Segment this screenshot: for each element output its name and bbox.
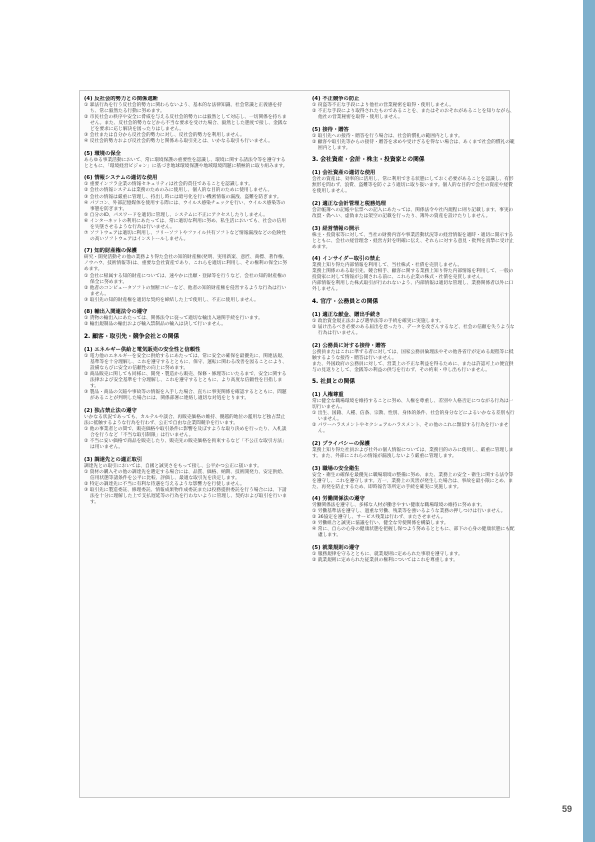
section-heading: (1) 会社資産の適切な使用 xyxy=(312,170,376,177)
chapter-heading: 3. 会社資産・会計・株主・投資家との関係 xyxy=(312,157,425,164)
list-item: ② 不正な手段により取得されたものであることを、またはそのおそれがあることを知りながら、他社の営業秘密を取得・使用しません。 xyxy=(312,109,515,121)
section xyxy=(312,299,516,307)
list-item: ③ 会社の情報は厳重に管理し、持出し時には暗号化を行い機密情報の漏洩、盗難を防ぎます。 xyxy=(84,194,282,200)
list-item: ⑦ ソフトウェアは適切に利用し、フリーソフトやファイル共有ソフトなど情報漏洩などの危険性の高いソフトウェアはインストールしません。 xyxy=(84,230,286,242)
section xyxy=(312,343,516,374)
body-paragraph: 業務上知り得た内部情報を利用して、当社株式・社債を売買しません。 xyxy=(312,263,463,269)
list-item: ③ 製品・商品の欠陥や事故等の情報を入手した場合、直ちに事実関係を確認するとともに、問題があることが判明した場合には、関係部署に連絡し適切な対処をとります。 xyxy=(84,390,287,402)
section-heading: (6) 情報システムの適切な使用 xyxy=(84,175,158,182)
section-heading: (3) 調達先との適正取引 xyxy=(84,456,143,463)
chapter-heading: 4. 官庁・公務員との関係 xyxy=(312,298,379,305)
body-paragraph: 会計帳簿への記帳や伝票への記入にあたっては、関係法令や社内規程に則り記載します。事実の改竄・偽へい、虚偽または架空の記載を行ったり、簿外の資産を設けたりしません。 xyxy=(312,207,514,219)
section xyxy=(312,170,516,195)
list-item: ② 会社の情報システムは業務のためのみに使用し、個人的な目的のために使用しません。 xyxy=(84,188,273,194)
list-item: ② 輸出規制品の輸出および輸入禁制品の輸入は決して行いません。 xyxy=(84,322,226,328)
list-item: ① 重要インフラ企業の情報セキュリティは社会的責任であることを認識します。 xyxy=(84,182,253,188)
right-column xyxy=(312,96,516,570)
body-paragraph: 株主・投資家等に対して、当社の財務内容や事業活動状況等の経営情報を適時・適切に開示するとともに、会社の経営理念・経営方針を明確に伝え、それらに対する意見・批判を真摯に受け止めます。 xyxy=(312,232,514,250)
list-item: ③ 労働組合と誠実に協議を行い、健全な労使関係を構築します。 xyxy=(312,521,449,527)
list-item: ④ 反社会的勢力および反社会的勢力と関係ある取引先とは、いかなる取引も行いません。 xyxy=(84,139,273,145)
section-heading: (2) 適正な会計管理と税務処理 xyxy=(312,200,386,207)
section-heading: (3) 職場の安全衛生 xyxy=(312,465,360,472)
section-heading: (4) 反社会的勢力との関係遮断 xyxy=(84,96,158,102)
list-item: ② 就業規則に定められた従業員の権利についてはこれを尊重します。 xyxy=(312,558,458,564)
list-item: ③ 会社または自分から反社会的勢力に対し、反社会的勢力を利用しません。 xyxy=(84,133,245,139)
section xyxy=(312,466,516,491)
section xyxy=(84,175,288,242)
list-item: ② 市民社会の秩序や安全に脅威を与える反社会的勢力には毅然として対応し、一切関係を持ちません。また、反社会的勢力などから不当な要求を受けた場合、毅然とした態度で接し、金銭などを要求に応じ解決を図ったりはしません。 xyxy=(84,115,288,133)
section xyxy=(84,334,288,342)
section xyxy=(312,157,516,165)
section xyxy=(312,96,516,121)
page-number: 59 xyxy=(562,804,573,814)
section-heading: (2) 独占禁止法の遵守 xyxy=(84,407,137,414)
section-heading: (5) 就業規則の遵守 xyxy=(312,545,360,552)
list-item: ② パワーハラスメントやセクシュアルハラスメント、その他のこれに類似する行為を行いません。 xyxy=(312,423,509,435)
section-heading: (2) プライバシーの保護 xyxy=(312,441,370,447)
section-heading: (1) エネルギー供給と電気販売の安全性と信頼性 xyxy=(84,346,201,353)
list-item: ① 取引先への接待・贈答を行う場合は、社会的慣礼の範囲内とします。 xyxy=(312,133,463,139)
section-heading: (4) 不正競争の防止 xyxy=(312,96,360,102)
chapter-heading: 5. 社員との関係 xyxy=(312,379,356,386)
chapter-heading: 2. 顧客・取引先・競争会社との関係 xyxy=(84,333,180,340)
body-paragraph: 業務上知り得た社員および社外の個人情報については、業務目的のみに使用し、厳重に管理します。また、外部にこれらの情報が漏洩しないよう厳重に管理します。 xyxy=(312,448,514,460)
section xyxy=(312,545,516,564)
list-item: ③ 取引先に製造委託、修理委託、情報成果物作成委託または役務提供委託を行う場合には、下請法を十分に理解した上で支払遅延等の行為を行わないように管理し、契約および取引を行います。 xyxy=(84,487,287,505)
list-item: ② 届け出るべき必要のある届出を怠ったり、データを改ざんするなど、社会の信頼を失うような行為は行いません。 xyxy=(312,324,515,336)
list-item: ② 不当に安い価格で商品を販売したり、販売先の販売価格を拘束するなど「不公正な取引方法」は用いません。 xyxy=(84,438,287,450)
body-paragraph: いかなる状況であっても、カルテルや談合、再販売価格の維持、優越的地位の濫用など独占禁止法に抵触するような行為を行わず、公正で自由な企業間競争を行います。 xyxy=(84,414,286,426)
list-item: ① 会社に帰属する知的財産については、速やかに出願・登録等を行うなど、会社の知的財産権の保全に努めます。 xyxy=(84,273,287,285)
body-paragraph: あらゆる事業活動において、常に環境保護の重要性を認識し、環境に関する諸法令等を遵守するとともに、「環境経営ビジョン」に基づき地球環境保護や地域環境問題に積極的に取り組みます。 xyxy=(84,157,288,169)
list-item: ⑥ インターネットの利用にあたっては、常に適切な利用に努め、私生活においても、社会の信用を失墜させるような行為は行いません。 xyxy=(84,218,286,230)
list-item: ① 労働基準法を遵守し、過重な労働、残業等を強いるような業務の押しつけは行いません。 xyxy=(312,509,506,515)
body-paragraph: 業務上関係のある取引先、競合相手、顧客に関する業務上知り得た内部情報を利用して、一般の投資家に対して情報が公開される前に、これら企業の株式・社債を売買しません。 xyxy=(312,269,514,281)
section xyxy=(84,248,288,303)
list-item: ② 商品販売に関しても同様に、開発・製造から販売、保修・修理等にいたるまで、安全に関する法律および安全基準を十分理解し、これを遵守するとともに、より高度な信頼性を目指します。 xyxy=(84,372,287,390)
list-item: ① 貨物の輸出入にあたっては、関係法令に従って適切な輸出入通関手続を行います。 xyxy=(84,316,263,322)
section-heading: (7) 知的財産権の保護 xyxy=(84,248,137,255)
body-paragraph: 常に健全な職場環境を維持することに努め、人権を尊重し、差別や人格否定につながる行為は一切行いません。 xyxy=(312,399,514,411)
section-heading: (1) 人権尊重 xyxy=(312,392,344,399)
body-paragraph: 労働関係法を遵守し、多様な人材が働きやすい健康な職場環境の維持に努めます。 xyxy=(312,503,486,509)
body-paragraph: また、外国政府の公務員に対して、営業上の不正な利益を得るために、または許認可上の便宜供与の見返りとして、金銭等の利益の供与を行わず、その約束・申し出も行いません。 xyxy=(312,361,514,373)
section-heading: (4) インサイダー取引の禁止 xyxy=(312,256,381,263)
section xyxy=(312,226,516,251)
section-heading: (5) 環境の保全 xyxy=(84,150,121,157)
section-heading: (1) 適正な献金、贈出手続き xyxy=(312,311,381,318)
list-item: ① 政治資金規正法および選挙法等の手続を確実に実施します。 xyxy=(312,318,444,324)
list-item: ⑤ 自分のID、パスワードを適切に管理し、システムに不正にアクセスしたりしません。 xyxy=(84,212,268,218)
section xyxy=(84,347,288,402)
list-item: ② 他者のコンピュータソフトの無断コピーなど、他者の知的財産権を侵害するような行為は行いません。 xyxy=(84,285,287,297)
section xyxy=(84,408,288,451)
section xyxy=(312,496,516,539)
section xyxy=(312,392,516,435)
list-item: ② 顧客や取引先等からの接待・贈答を求めや受けざるを得ない場合は、あくまで社会的慣礼の範囲内とします。 xyxy=(312,139,515,151)
section-heading: (8) 輸出入関連法令の遵守 xyxy=(84,309,148,316)
section xyxy=(312,312,516,337)
section xyxy=(84,96,288,145)
list-item: ④ 常に、自らの心身の健康状態を把握し保つよう努めるとともに、部下の心身の健康状態にも配慮します。 xyxy=(312,527,515,539)
body-paragraph: 研究・開発活動その他の業務より得た会社の知的財産権(発明、実用新案、意匠、商標、著作権、ノウハウ、技術情報等)は、重要な会社資産であり、これらを適切に利用し、その権利の保全に努めます。 xyxy=(84,255,288,273)
list-item: ① 他の事業者との間で、販売価格や取引条件に影響を及ぼすような取り決めを行ったり、入札談合を行うなど「不当な取引制限」は行いません。 xyxy=(84,426,287,438)
body-paragraph: 安全・衛生の確保を最優先に職場環境の整備に努め、また、業務上の安全・衛生に関する法令等を遵守し、これを遵守します。万一、業務上の災害が発生した場合は、事故を最小限にとめ、また、再発を防止するため、即時報告等所定の手続を確実に実施します。 xyxy=(312,472,514,490)
list-item: ① 暴法行為を行う反社会的勢力に関わらないよう、基本的な法律知識、社会常識と正義感を持ち、常に毅然たる行動に努めます。 xyxy=(84,103,282,115)
list-item: ③ 取引先の知的財産権を適切な契約を締結した上で使用し、不正に使用しません。 xyxy=(84,297,259,303)
section xyxy=(84,151,288,170)
section xyxy=(84,457,288,506)
body-paragraph: 内部情報を利用した株式取引が行われないよう、内部情報は適切な管理し、業務関係者以外に口外しません。 xyxy=(312,281,514,293)
body-paragraph: 公務員またはこれに準ずる者に対しては、国家公務員倫理法やその他各省庁が定める規程等に抵触するような接待・贈答は行いません。 xyxy=(312,349,514,361)
list-item: ① 服務規律を守るとともに、就業規則に定められた事項を遵守します。 xyxy=(312,552,463,558)
section xyxy=(312,201,516,220)
section xyxy=(84,309,288,328)
section-heading: (3) 経営情報の開示 xyxy=(312,225,360,232)
section xyxy=(312,127,516,152)
section-heading: (4) 労働関係法の遵守 xyxy=(312,496,365,503)
section-heading: (2) 公務員に対する接待・贈答 xyxy=(312,342,386,349)
left-column xyxy=(84,96,288,511)
section xyxy=(312,441,516,460)
section xyxy=(312,379,516,387)
body-paragraph: 会社の資産は、効率的に活用し、常に利用できる状態にしておく必要があることを認識し、有形無形を問わず、浪費、盗難等を防ぐよう適切に取り扱います。個人的な目的で会社の資産や経費を使用しません。 xyxy=(312,177,514,195)
section xyxy=(312,256,516,293)
list-item: ① 資材の購入その他の調達先を選定する場合には、品質、価格、納期、技術開発力、安定供給、信用状態等諸条件を公平に比較、評価し、最適な取引先を決定します。 xyxy=(84,469,287,481)
page-edge-accent xyxy=(583,0,595,842)
list-item: ① 電力他のエネルギーを安全に供給するにあたっては、常に安全の確保を最優先に、関連法規、基準等を十分理解し、これを遵守するとともに、保守、運転に関わる改善を図ることにより、設備ならびに安全の信頼性の向上に努めます。 xyxy=(84,353,287,371)
list-item: ④ パソコン、外部記憶媒体を使用する際には、ウイルス感染チェックを行い、ウイルス感染等の事態を防ぎます。 xyxy=(84,200,286,212)
body-paragraph: 調達先との取引においては、自國と誠実さをもって接し、公平かつ公正に扱います。 xyxy=(84,463,262,469)
list-item: ① 出生、国籍、人種、信条、宗教、性別、身体的条件、社会的身分などによるいかなる差別も行いません。 xyxy=(312,411,515,423)
section-heading: (5) 接待・贈答 xyxy=(312,126,349,133)
list-item: ① 窃盗等不正な手段により他社の営業秘密を取得・使用しません。 xyxy=(312,103,454,108)
list-item: ② 特定の調達先に不当に有利な待遇を与えるような影響力を行使しません。 xyxy=(84,481,245,487)
list-item: ② 36協定を遵守し、サービス残業は行わず、またさせません。 xyxy=(312,515,446,521)
